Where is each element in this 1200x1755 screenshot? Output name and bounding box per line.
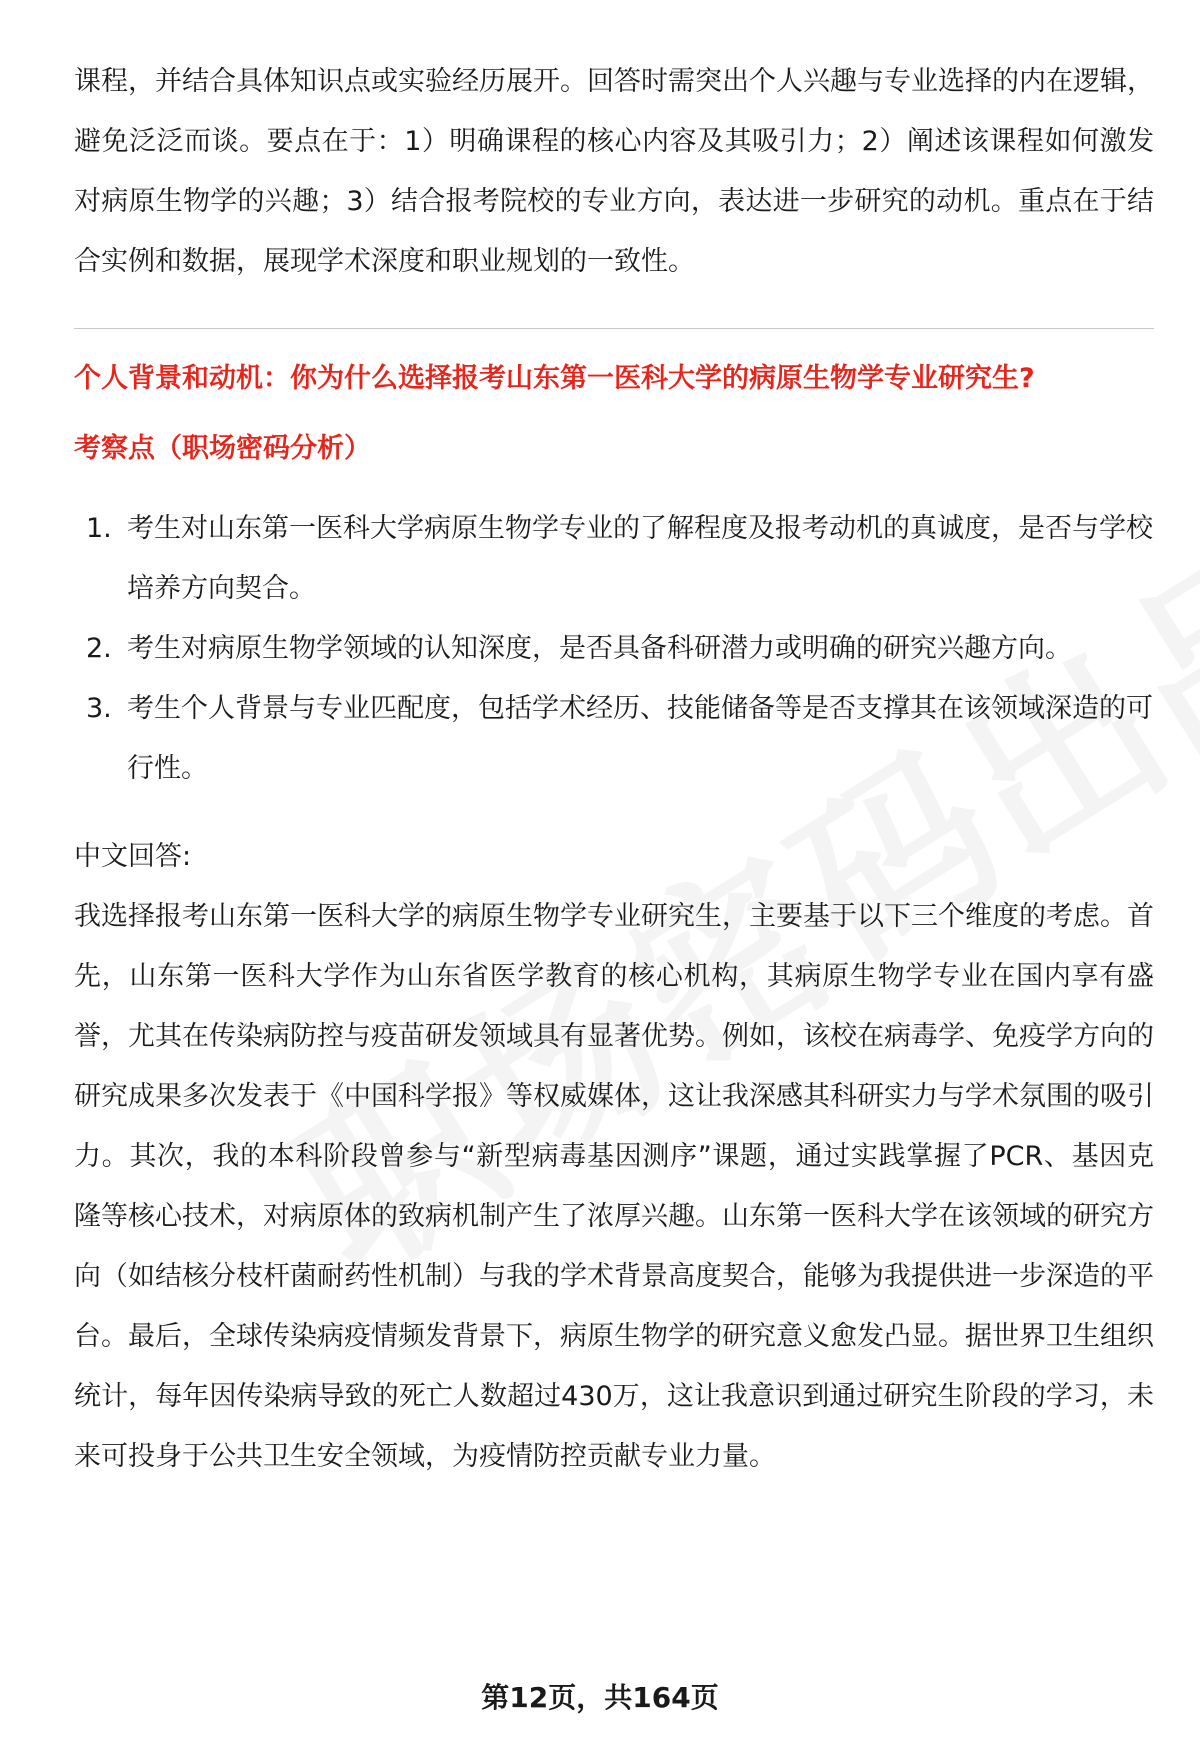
list-item	[74, 679, 1154, 799]
exam-points-title: 考察点（职场密码分析）	[74, 433, 371, 464]
exam-points-list	[74, 499, 1154, 799]
page-footer: 第12页，共164页	[481, 1681, 719, 1714]
list-item-text: 考生个人背景与专业匹配度，包括学术经历、技能储备等是否支撑其在该领域深造的可行性。	[127, 693, 1153, 784]
answer-body: 我选择报考山东第一医科大学的病原生物学专业研究生，主要基于以下三个维度的考虑。首先，山东第一医科大学作为山东省医学教育的核心机构，其病原生物学专业在国内享有盛誉，尤其在传染病防控与疫苗研发领域具有显著优势。例如，该校在病毒学、免疫学方向的研究成果多次发表于《中国科学报》等权威媒体，这让我深感其科研实力与学术氛围的吸引力。其次，我的本科阶段曾参与“新型病毒基因测序”课题，通过实践掌握了PCR、基因克隆等核心技术，对病原体的致病机制产生了浓厚兴趣。山东第一医科大学在该领域的研究方向（如结核分枝杆菌耐药性机制）与我的学术背景高度契合，能够为我提供进一步深造的平台。最后，全球传染病疫情频发背景下，病原生物学的研究意义愈发凸显。据世界卫生组织统计，每年因传染病导致的死亡人数超过430万，这让我意识到通过研究生阶段的学习，未来可投身于公共卫生安全领域，为疫情防控贡献专业力量。	[74, 901, 1154, 1472]
list-item-number: 3.	[86, 693, 112, 724]
intro-paragraph: 课程，并结合具体知识点或实验经历展开。回答时需突出个人兴趣与专业选择的内在逻辑，避免泛泛而谈。要点在于：1）明确课程的核心内容及其吸引力；2）阐述该课程如何激发对病原生物学的兴趣；3）结合报考院校的专业方向，表达进一步研究的动机。重点在于结合实例和数据，展现学术深度和职业规划的一致性。	[74, 66, 1154, 277]
question-heading: 个人背景和动机：你为什么选择报考山东第一医科大学的病原生物学专业研究生?	[74, 363, 1035, 394]
list-item	[74, 619, 1154, 679]
section-divider	[74, 328, 1154, 329]
list-item	[74, 499, 1154, 619]
list-item-text: 考生对病原生物学领域的认知深度，是否具备科研潜力或明确的研究兴趣方向。	[127, 633, 1072, 664]
list-item-number: 1.	[86, 513, 112, 544]
document-page	[74, 52, 1154, 1487]
answer-label: 中文回答:	[74, 841, 192, 872]
list-item-text: 考生对山东第一医科大学病原生物学专业的了解程度及报考动机的真诚度，是否与学校培养方向契合。	[127, 513, 1153, 604]
list-item-number: 2.	[86, 633, 112, 664]
